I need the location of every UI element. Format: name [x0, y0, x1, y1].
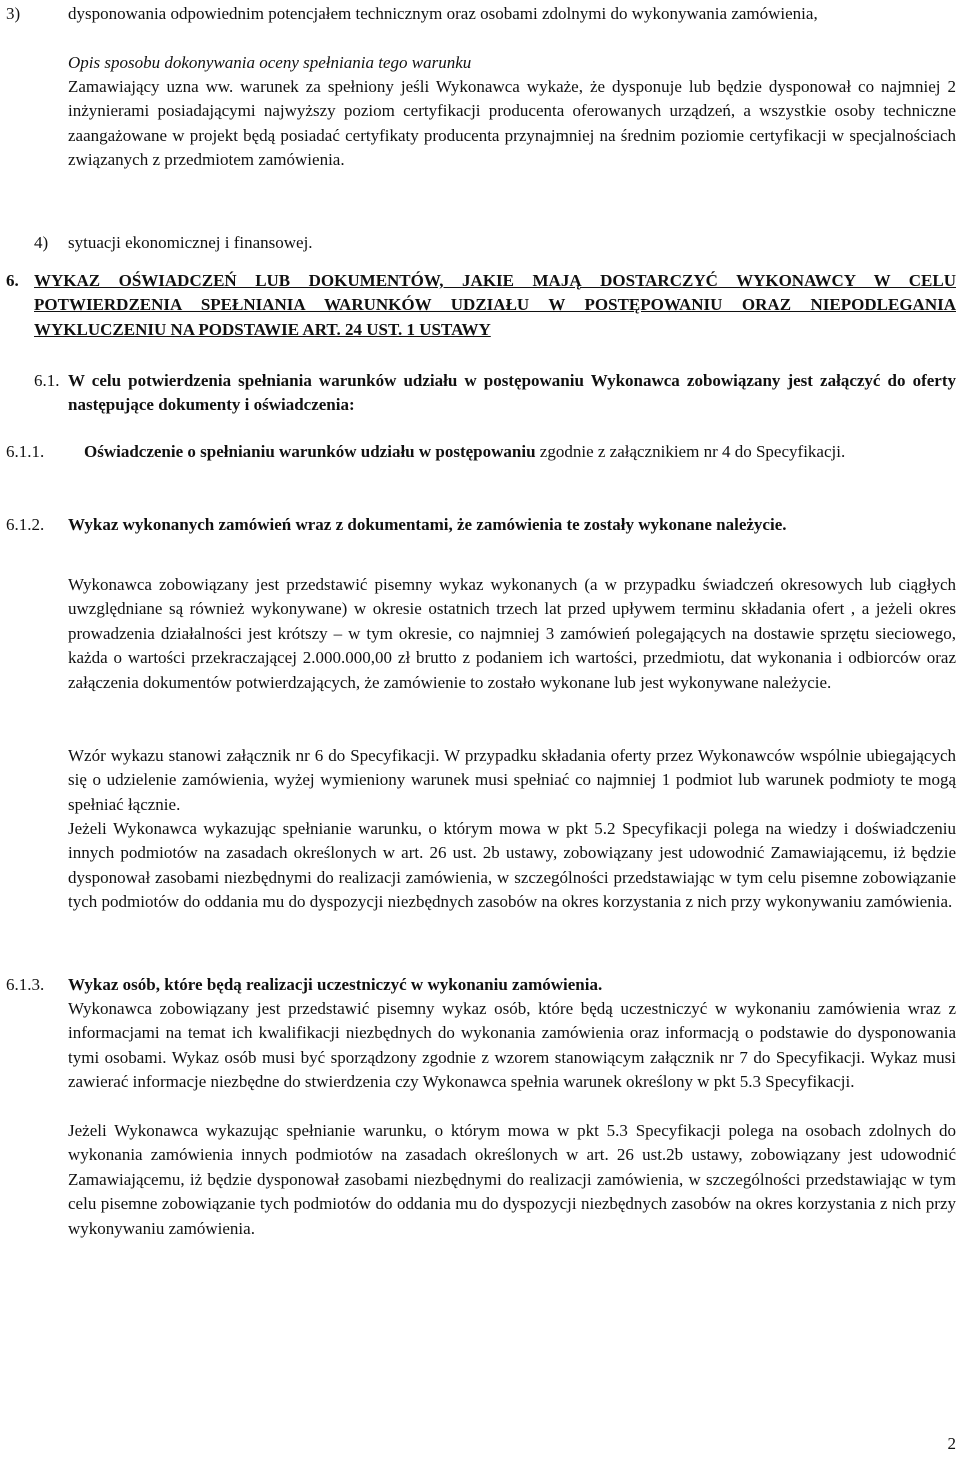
s6-1-number: 6.1. [34, 371, 60, 390]
section6-number: 6. [6, 271, 19, 290]
s6-1-3-number: 6.1.3. [6, 975, 45, 994]
s6-1-2-para3: Jeżeli Wykonawca wykazując spełnianie warunku, o którym mowa w pkt 5.2 Specyfikacji polega na wiedzy i doświadczeniu innych podmiotów na zasadach określonych w art. 26 ust. 2b ustawy, zobowiązany jest udowodnić Zamawiającemu, iż będzie dysponował zasobami niezbędnymi do realizacji zamówienia, w szczególności przedstawiając w tym celu pisemne zobowiązanie tych podmiotów do oddania mu do dyspozycji niezbędnych zasobów na okres korzystania z nich przy wykonywaniu zamówienia. [68, 819, 956, 912]
s6-1-2-title: Wykaz wykonanych zamówień wraz z dokumentami, że zamówienia te zostały wykonane należycie. [68, 515, 787, 534]
s6-1-3-para1: Wykonawca zobowiązany jest przedstawić pisemny wykaz osób, które będą uczestniczyć w wykonaniu zamówienia wraz z informacjami na temat ich kwalifikacji niezbędnych do wykonania zamówienia oraz informacją o podstawie do dysponowania tymi osobami. Wykaz osób musi być sporządzony zgodnie z wzorem stanowiącym załącznik nr 7 do Specyfikacji. Wykaz musi zawierać informacje niezbędne do stwierdzenia czy Wykonawca spełnia warunek określony w pkt 5.3 Specyfikacji. [68, 999, 956, 1092]
item4-text: sytuacji ekonomicznej i finansowej. [68, 233, 313, 252]
s6-1-2-para1: Wykonawca zobowiązany jest przedstawić pisemny wykaz wykonanych (a w przypadku świadczeń okresowych lub ciągłych uwzględniane są również wykonywane) w okresie ostatnich trzech lat przed upływem terminu składania ofert , a jeżeli okres prowadzenia działalności jest krótszy – w tym okresie, co najmniej 3 zamówień polegających na dostawie sprzętu sieciowego, każda o wartości przekraczającej 2.000.000,00 zł brutto z podaniem ich wartości, przedmiotu, dat wykonania i odbiorców oraz załączenia dokumentów potwierdzających, że zamówienie to zostało wykonane lub jest wykonywane należycie. [68, 575, 956, 692]
s6-1-3-title: Wykaz osób, które będą realizacji uczestniczyć w wykonaniu zamówienia. [68, 975, 603, 994]
item3-text: dysponowania odpowiednim potencjałem technicznym oraz osobami zdolnymi do wykonywania zamówienia, [68, 4, 818, 23]
s6-1-2-para2: Wzór wykazu stanowi załącznik nr 6 do Specyfikacji. W przypadku składania oferty przez Wykonawców wspólnie ubiegających się o udzielenie zamówienia, wyżej wymieniony warunek musi spełniać co najmniej 1 podmiot lub warunek podmioty te mogą spełniać łącznie. [68, 746, 956, 814]
s6-1-1-number: 6.1.1. [6, 442, 45, 461]
s6-1-2-number: 6.1.2. [6, 515, 45, 534]
item3-method-title: Opis sposobu dokonywania oceny spełniania tego warunku [68, 53, 472, 72]
s6-1-3-para2: Jeżeli Wykonawca wykazując spełnianie warunku, o którym mowa w pkt 5.3 Specyfikacji polega na osobach zdolnych do wykonania zamówienia innych podmiotów na zasadach określonych w art. 26 ust.2b ustawy, zobowiązany jest udowodnić Zamawiającemu, iż będzie dysponował zasobami niezbędnymi do realizacji zamówienia, w szczególności przedstawiając w tym celu pisemne zobowiązanie tych podmiotów do oddania mu do dyspozycji niezbędnych zasobów na okres korzystania z nich przy wykonywaniu zamówienia. [68, 1121, 956, 1238]
s6-1-text: W celu potwierdzenia spełniania warunków udziału w postępowaniu Wykonawca zobowiązany jest załączyć do oferty następujące dokumenty i oświadczenia: [68, 371, 956, 415]
page-number: 2 [947, 1434, 956, 1453]
item3-method-text: Zamawiający uzna ww. warunek za spełniony jeśli Wykonawca wykaże, że dysponuje lub będzie dysponował co najmniej 2 inżynierami posiadającymi najwyższy poziom certyfikacji producenta oferowanych urządzeń, a wszystkie osoby techniczne zaangażowane w projekt będą posiadać certyfikaty producenta przynajmniej na średnim poziomie certyfikacji w specjalnościach związanych z przedmiotem zamówienia. [68, 77, 956, 170]
section6-title: WYKAZ OŚWIADCZEŃ LUB DOKUMENTÓW, JAKIE MAJĄ DOSTARCZYĆ WYKONAWCY W CELU POTWIERDZENIA SPEŁNIANIA WARUNKÓW UDZIAŁU W POSTĘPOWANIU ORAZ NIEPODLEGANIA WYKLUCZENIU NA PODSTAWIE ART. 24 UST. 1 USTAWY [34, 271, 956, 339]
s6-1-1-bold: Oświadczenie o spełnianiu warunków udziału w postępowaniu [84, 442, 536, 461]
s6-1-1-text [84, 440, 956, 464]
item4-number: 4) [34, 233, 49, 252]
s6-1-1-rest: zgodnie z załącznikiem nr 4 do Specyfikacji. [535, 442, 846, 461]
item3-number: 3) [6, 4, 21, 23]
